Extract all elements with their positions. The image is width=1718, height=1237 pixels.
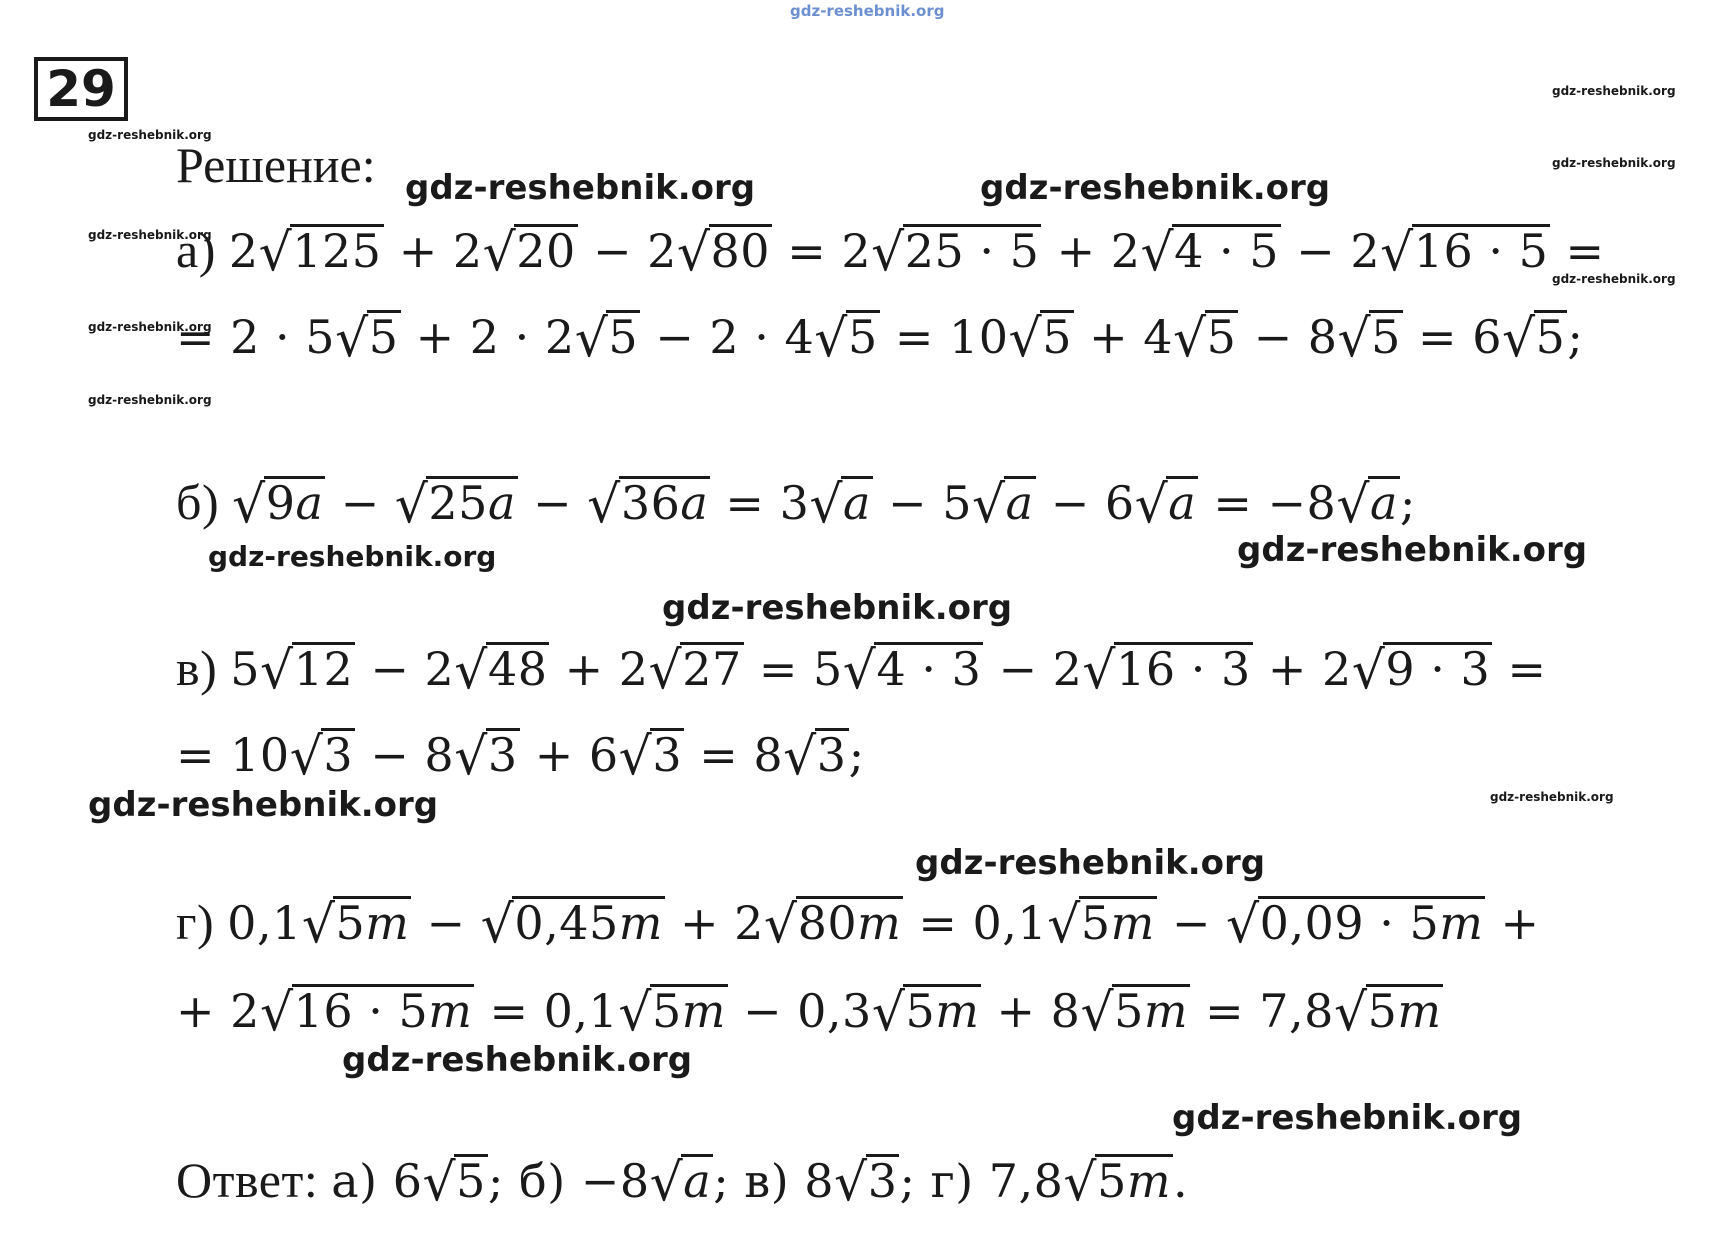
watermark-small: gdz-reshebnik.org xyxy=(88,393,212,407)
radicand: 12 xyxy=(293,642,354,696)
square-root xyxy=(1337,306,1403,369)
part-label: Ответ: xyxy=(176,1152,332,1208)
watermark-big: gdz-reshebnik.org xyxy=(662,588,1013,628)
radicand: 80 xyxy=(710,224,771,278)
radicand: 5m xyxy=(1114,984,1188,1038)
radical-sign: √ xyxy=(809,475,843,535)
watermark-small: gdz-reshebnik.org xyxy=(1552,156,1676,170)
square-root xyxy=(1134,472,1199,535)
radicand: 25a xyxy=(428,476,516,530)
math-text: ; xyxy=(1399,476,1416,530)
math-text: = 2 · 5 xyxy=(176,310,336,364)
square-root xyxy=(618,980,728,1043)
solution-label: Решение: xyxy=(176,137,376,193)
radical-sign: √ xyxy=(1173,309,1207,369)
math-text: + 2 xyxy=(1252,642,1352,696)
square-root xyxy=(1173,306,1238,369)
square-root xyxy=(834,1150,899,1213)
math-text: + 2 xyxy=(383,224,483,278)
watermark-big: gdz-reshebnik.org xyxy=(88,785,439,825)
square-root xyxy=(1226,892,1485,955)
radical-sign: √ xyxy=(482,223,517,283)
math-text: − 5 xyxy=(872,476,972,530)
square-root xyxy=(574,306,640,369)
radical-sign: √ xyxy=(1140,223,1175,283)
radical-sign: √ xyxy=(871,223,905,283)
square-root xyxy=(618,724,684,787)
radicand: a xyxy=(683,1154,712,1208)
radicand: 5 xyxy=(608,310,639,364)
math-text: ; б) −8 xyxy=(487,1154,650,1208)
watermark-small: gdz-reshebnik.org xyxy=(88,128,212,142)
square-root xyxy=(1380,220,1550,283)
watermark-big: gdz-reshebnik.org xyxy=(1237,530,1588,570)
math-text: = 0,1 xyxy=(903,896,1048,950)
math-text: = −8 xyxy=(1198,476,1337,530)
radicand: 0,09 · 5m xyxy=(1259,896,1484,950)
square-root xyxy=(1047,892,1157,955)
radical-sign: √ xyxy=(587,475,621,535)
radicand: 5m xyxy=(1080,896,1155,950)
radicand: 4 · 3 xyxy=(876,642,982,696)
math-text: − 2 xyxy=(983,642,1083,696)
square-root xyxy=(871,220,1041,283)
square-root xyxy=(1140,220,1282,283)
radical-sign: √ xyxy=(1008,309,1043,369)
radicand: 20 xyxy=(516,224,576,278)
part-label: г) xyxy=(176,894,228,950)
square-root xyxy=(258,220,384,283)
math-text: − 6 xyxy=(1035,476,1135,530)
math-text: . xyxy=(1172,1154,1189,1208)
radical-sign: √ xyxy=(1502,309,1536,369)
square-root xyxy=(259,980,474,1043)
math-text: = 10 xyxy=(176,728,290,782)
radical-sign: √ xyxy=(289,727,324,787)
watermark-big: gdz-reshebnik.org xyxy=(980,168,1331,208)
radical-sign: √ xyxy=(454,641,488,701)
math-text: 5 xyxy=(230,642,261,696)
watermark-big: gdz-reshebnik.org xyxy=(915,843,1266,883)
part-c-line-1 xyxy=(176,638,1547,701)
math-text: = xyxy=(1492,642,1547,696)
math-text: = 0,1 xyxy=(474,984,619,1038)
math-text: − xyxy=(517,476,588,530)
radical-sign: √ xyxy=(301,895,336,955)
radicand: 0,45m xyxy=(514,896,663,950)
radical-sign: √ xyxy=(260,641,294,701)
radical-sign: √ xyxy=(394,475,429,535)
radicand: 36a xyxy=(620,476,709,530)
radical-sign: √ xyxy=(618,983,652,1043)
square-root xyxy=(1008,306,1074,369)
part-b-line-1 xyxy=(176,472,1416,535)
watermark-small: gdz-reshebnik.org xyxy=(1552,272,1676,286)
radical-sign: √ xyxy=(1337,309,1372,369)
radical-sign: √ xyxy=(649,1153,684,1213)
math-text: ; г) 7,8 xyxy=(899,1154,1064,1208)
square-root xyxy=(232,472,325,535)
math-text: ; xyxy=(848,728,865,782)
radical-sign: √ xyxy=(814,309,848,369)
math-text: + 2 · 2 xyxy=(400,310,575,364)
math-text: 0,1 xyxy=(227,896,302,950)
math-text: − 8 xyxy=(355,728,455,782)
radical-sign: √ xyxy=(842,641,877,701)
watermark-small: gdz-reshebnik.org xyxy=(1552,84,1676,98)
radical-sign: √ xyxy=(1080,983,1115,1043)
square-root xyxy=(1082,638,1252,701)
part-a-line-2 xyxy=(176,306,1584,369)
radical-sign: √ xyxy=(422,1153,457,1213)
math-text: − 0,3 xyxy=(727,984,872,1038)
watermark-big: gdz-reshebnik.org xyxy=(342,1040,693,1080)
math-text: 2 xyxy=(228,224,259,278)
radical-sign: √ xyxy=(871,983,906,1043)
radical-sign: √ xyxy=(480,895,515,955)
radicand: 16 · 5 xyxy=(1413,224,1549,278)
square-root xyxy=(587,472,710,535)
part-label: б) xyxy=(176,474,233,530)
square-root xyxy=(842,638,984,701)
radicand: 27 xyxy=(682,642,742,696)
radical-sign: √ xyxy=(763,895,798,955)
radical-sign: √ xyxy=(1134,475,1169,535)
math-text: ; xyxy=(1567,310,1584,364)
square-root xyxy=(335,306,400,369)
watermark-big: gdz-reshebnik.org xyxy=(1172,1098,1523,1138)
square-root xyxy=(871,980,982,1043)
radicand: 5m xyxy=(1097,1154,1171,1208)
radicand: 3 xyxy=(323,728,354,782)
watermark-small: gdz-reshebnik.org xyxy=(1490,790,1614,804)
radical-sign: √ xyxy=(834,1153,868,1213)
radicand: 5 xyxy=(1371,310,1401,364)
radical-sign: √ xyxy=(1082,641,1117,701)
radicand: 5m xyxy=(1367,984,1442,1038)
radicand: 9a xyxy=(265,476,324,530)
radical-sign: √ xyxy=(1226,895,1260,955)
radical-sign: √ xyxy=(618,727,653,787)
math-text: − 8 xyxy=(1238,310,1338,364)
square-root xyxy=(1336,472,1400,535)
radical-sign: √ xyxy=(1047,895,1081,955)
radicand: 48 xyxy=(487,642,548,696)
math-text: = 5 xyxy=(743,642,843,696)
square-root xyxy=(260,638,355,701)
math-text: = 2 xyxy=(772,224,872,278)
square-root xyxy=(649,1150,714,1213)
math-text: ; в) 8 xyxy=(713,1154,835,1208)
math-text: − 2 xyxy=(1281,224,1381,278)
watermark-top: gdz-reshebnik.org xyxy=(790,2,945,20)
math-text: + 2 xyxy=(664,896,764,950)
radicand: 3 xyxy=(816,728,847,782)
radicand: 9 · 3 xyxy=(1385,642,1491,696)
math-text: + 4 xyxy=(1073,310,1174,364)
math-text: + 6 xyxy=(519,728,619,782)
radicand: 5 xyxy=(1535,310,1566,364)
part-label: а) xyxy=(176,222,229,278)
radicand: 5 xyxy=(1206,310,1237,364)
square-root xyxy=(1333,980,1444,1043)
square-root xyxy=(1063,1150,1173,1213)
radicand: 4 · 5 xyxy=(1174,224,1280,278)
math-text: = 6 xyxy=(1402,310,1502,364)
square-root xyxy=(301,892,412,955)
math-text: а) 6 xyxy=(331,1154,423,1208)
part-a-line-1 xyxy=(176,220,1605,283)
square-root xyxy=(289,724,355,787)
radicand: 3 xyxy=(652,728,683,782)
radicand: 5m xyxy=(651,984,726,1038)
radical-sign: √ xyxy=(648,641,683,701)
square-root xyxy=(676,220,772,283)
radical-sign: √ xyxy=(335,309,369,369)
part-d-line-2 xyxy=(176,980,1443,1043)
math-text: = 8 xyxy=(684,728,784,782)
radicand: 5m xyxy=(335,896,410,950)
square-root xyxy=(480,892,665,955)
radicand: 5 xyxy=(847,310,878,364)
math-text: + 2 xyxy=(1041,224,1141,278)
math-text: + xyxy=(1485,896,1540,950)
square-root xyxy=(422,1150,487,1213)
radicand: 5 xyxy=(368,310,399,364)
square-root xyxy=(1080,980,1190,1043)
math-text: − xyxy=(411,896,481,950)
radical-sign: √ xyxy=(258,223,293,283)
square-root xyxy=(763,892,903,955)
radical-sign: √ xyxy=(972,475,1006,535)
radical-sign: √ xyxy=(1380,223,1414,283)
watermark-big: gdz-reshebnik.org xyxy=(405,168,756,208)
radical-sign: √ xyxy=(259,983,294,1043)
square-root xyxy=(783,724,848,787)
math-text: = 10 xyxy=(879,310,1009,364)
square-root xyxy=(972,472,1036,535)
math-text: = 3 xyxy=(710,476,810,530)
part-d-line-1 xyxy=(176,892,1540,955)
math-text: + 2 xyxy=(549,642,649,696)
radical-sign: √ xyxy=(454,727,488,787)
problem-number: 29 xyxy=(34,57,128,121)
math-text: − xyxy=(325,476,395,530)
radical-sign: √ xyxy=(783,727,817,787)
math-text: − 2 xyxy=(355,642,455,696)
radicand: a xyxy=(1369,476,1398,530)
math-text: − 2 · 4 xyxy=(640,310,815,364)
part-label: в) xyxy=(176,640,231,696)
radical-sign: √ xyxy=(232,475,266,535)
radicand: 80m xyxy=(797,896,902,950)
math-text: = 7,8 xyxy=(1189,984,1334,1038)
square-root xyxy=(809,472,873,535)
radical-sign: √ xyxy=(574,309,609,369)
square-root xyxy=(454,724,519,787)
math-text: − xyxy=(1156,896,1227,950)
square-root xyxy=(454,638,549,701)
radicand: a xyxy=(843,476,871,530)
radical-sign: √ xyxy=(1351,641,1386,701)
radicand: 16 · 5m xyxy=(293,984,473,1038)
watermark-small: gdz-reshebnik.org xyxy=(88,228,212,242)
radicand: 16 · 3 xyxy=(1116,642,1251,696)
radical-sign: √ xyxy=(676,223,711,283)
radicand: a xyxy=(1005,476,1034,530)
radicand: 25 · 5 xyxy=(904,224,1040,278)
watermark-small: gdz-reshebnik.org xyxy=(88,320,212,334)
square-root xyxy=(482,220,578,283)
radicand: 5 xyxy=(456,1154,486,1208)
square-root xyxy=(1502,306,1567,369)
square-root xyxy=(394,472,518,535)
square-root xyxy=(1351,638,1493,701)
radicand: 5 xyxy=(1042,310,1072,364)
square-root xyxy=(814,306,879,369)
math-text: − 2 xyxy=(577,224,677,278)
radical-sign: √ xyxy=(1063,1153,1098,1213)
math-text: = xyxy=(1550,224,1605,278)
watermark-big: gdz-reshebnik.org xyxy=(208,540,497,573)
square-root xyxy=(648,638,744,701)
radicand: a xyxy=(1168,476,1197,530)
radicand: 3 xyxy=(867,1154,898,1208)
math-text: + 2 xyxy=(176,984,260,1038)
radical-sign: √ xyxy=(1336,475,1370,535)
radicand: 5m xyxy=(905,984,980,1038)
radicand: 3 xyxy=(487,728,518,782)
math-text: + 8 xyxy=(981,984,1081,1038)
radicand: 125 xyxy=(292,224,382,278)
answer-line xyxy=(176,1150,1189,1213)
part-c-line-2 xyxy=(176,724,865,787)
radical-sign: √ xyxy=(1333,983,1368,1043)
